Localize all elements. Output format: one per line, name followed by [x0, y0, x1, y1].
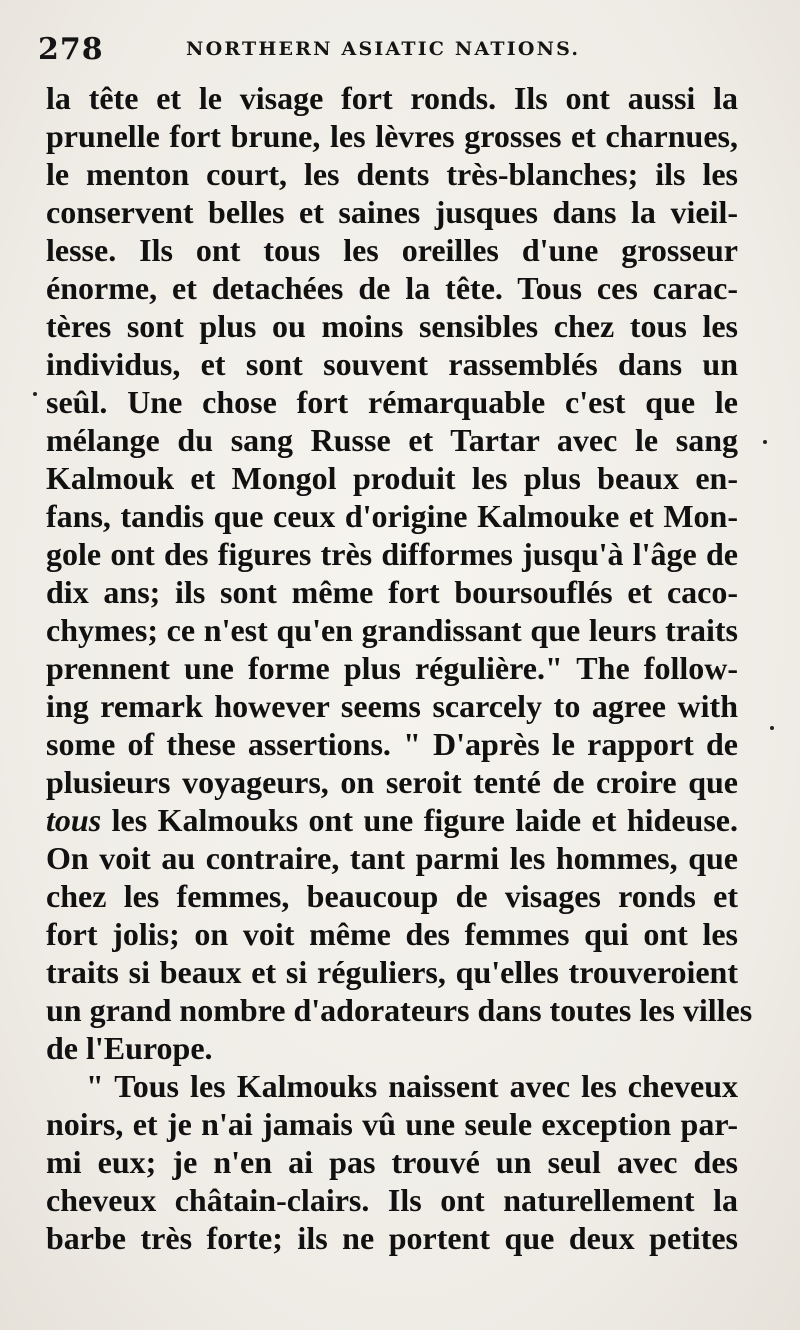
paragraph-start: " Tous les Kalmouks naissent avec les cheveux: [86, 1068, 738, 1104]
text-line: fans, tandis que ceux d'origine Kalmouke et Mon-: [46, 498, 738, 534]
text-line: de l'Europe.: [46, 1030, 213, 1066]
text-line: On voit au contraire, tant parmi les hommes, que: [46, 840, 738, 876]
text-line: la tête et le visage fort ronds. Ils ont aussi la: [46, 80, 738, 116]
text-line: mi eux; je n'en ai pas trouvé un seul avec des: [46, 1144, 738, 1180]
ink-speck: [770, 726, 774, 730]
page-number: 278: [38, 32, 104, 67]
text-line: prunelle fort brune, les lèvres grosses et charnues,: [46, 118, 738, 154]
running-head: NORTHERN ASIATIC NATIONS.: [186, 38, 581, 60]
text-line: lesse. Ils ont tous les oreilles d'une grosseur: [46, 232, 738, 268]
text-line: énorme, et detachées de la tête. Tous ces carac-: [46, 270, 738, 306]
italic-emphasis: tous: [46, 802, 102, 838]
text-line: ing remark however seems scarcely to agree with: [46, 688, 738, 724]
text-line: some of these assertions. " D'après le rapport de: [46, 726, 738, 762]
text-line: le menton court, les dents très-blanches; ils les: [46, 156, 738, 192]
text-line: dix ans; ils sont même fort boursouflés et caco-: [46, 574, 738, 610]
text-line: cheveux châtain-clairs. Ils ont naturellement la: [46, 1182, 738, 1218]
text-line: prennent une forme plus régulière." The follow-: [46, 650, 738, 686]
text-line: seûl. Une chose fort rémarquable c'est que le: [46, 384, 738, 420]
ink-speck: [33, 392, 37, 396]
text-line: Kalmouk et Mongol produit les plus beaux en-: [46, 460, 738, 496]
text-line: fort jolis; on voit même des femmes qui ont les: [46, 916, 738, 952]
ink-speck: [763, 440, 767, 444]
text-line: un grand nombre d'adorateurs dans toutes les villes: [46, 992, 753, 1028]
text-line: chez les femmes, beaucoup de visages ronds et: [46, 878, 738, 914]
text-line: traits si beaux et si réguliers, qu'elles trouveroient: [46, 954, 738, 990]
text-line: tères sont plus ou moins sensibles chez tous les: [46, 308, 738, 344]
text-line: plusieurs voyageurs, on seroit tenté de croire que: [46, 764, 738, 800]
page-header: [38, 32, 728, 72]
text-line: conservent belles et saines jusques dans la vieil-: [46, 194, 738, 230]
text-line-rest: les Kalmouks ont une figure laide et hideuse.: [111, 802, 738, 838]
text-line: chymes; ce n'est qu'en grandissant que leurs traits: [46, 612, 738, 648]
text-line: noirs, et je n'ai jamais vû une seule exception par-: [46, 1106, 738, 1142]
text-line: barbe très forte; ils ne portent que deux petites: [46, 1220, 738, 1256]
text-line: individus, et sont souvent rassemblés dans un: [46, 346, 738, 382]
text-line-with-italic: [46, 800, 738, 840]
text-line: gole ont des figures très difformes jusqu'à l'âge de: [46, 536, 738, 572]
text-line: mélange du sang Russe et Tartar avec le sang: [46, 422, 738, 458]
